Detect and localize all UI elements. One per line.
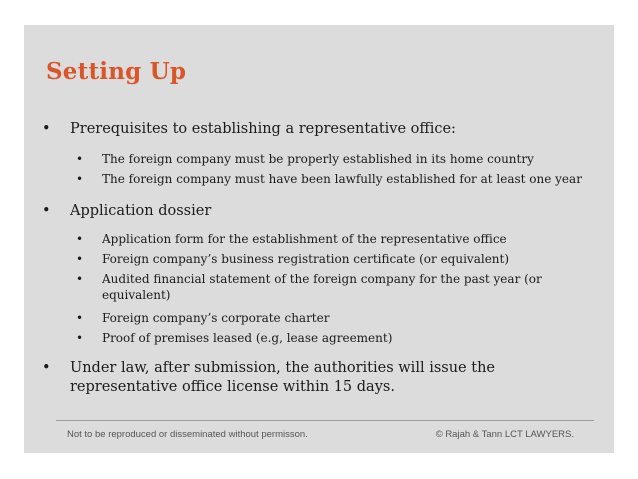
- bullet-icon: •: [76, 172, 84, 186]
- bullet-icon: •: [42, 121, 51, 137]
- footer-disclaimer: Not to be reproduced or disseminated without permisson.: [67, 429, 308, 440]
- bullet-icon: •: [76, 272, 84, 286]
- sub-bullet-text: Application form for the establishment of the representative office: [102, 232, 507, 246]
- bullet-text: Under law, after submission, the authorities will issue the representative office license within 15 days.: [70, 360, 495, 395]
- slide-title: Setting Up: [46, 58, 187, 85]
- footer-copyright: © Rajah & Tann LCT LAWYERS.: [435, 429, 574, 440]
- bullet-icon: •: [42, 203, 51, 219]
- bullet-text: Application dossier: [70, 203, 212, 219]
- sub-bullet-text: Audited financial statement of the foreign company for the past year (or equivalent): [102, 272, 542, 302]
- bullet-text: Prerequisites to establishing a representative office:: [70, 121, 456, 137]
- sub-bullet-text: The foreign company must have been lawfully established for at least one year: [102, 172, 582, 186]
- bullet-icon: •: [76, 331, 84, 345]
- bullet-icon: •: [42, 360, 51, 376]
- sub-bullet-text: Foreign company’s business registration certificate (or equivalent): [102, 252, 510, 266]
- bullet-icon: •: [76, 252, 84, 266]
- bullet-icon: •: [76, 152, 84, 166]
- footer-divider: [56, 420, 594, 421]
- bullet-icon: •: [76, 232, 84, 246]
- bullet-icon: •: [76, 311, 84, 325]
- sub-bullet-text: Foreign company’s corporate charter: [102, 311, 330, 325]
- sub-bullet-text: Proof of premises leased (e.g, lease agreement): [102, 331, 393, 345]
- slide: [24, 25, 614, 453]
- sub-bullet-text: The foreign company must be properly established in its home country: [102, 152, 534, 166]
